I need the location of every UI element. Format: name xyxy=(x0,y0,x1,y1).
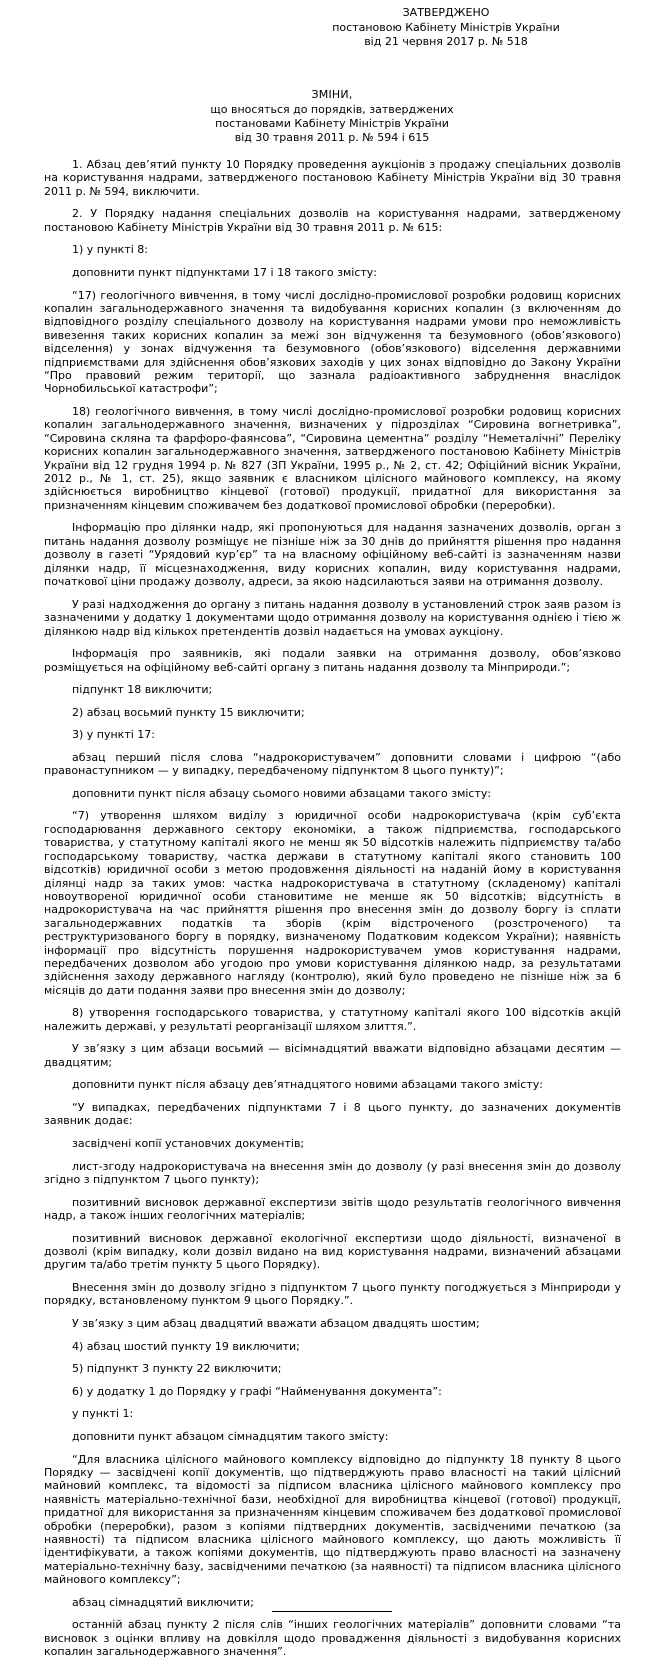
title-line-1: що вносяться до порядків, затверджених xyxy=(210,103,454,116)
paragraph: “17) геологічного вивчення, в тому числі дослідно-промислової розробки родовищ корисних копалин загальнодержавного значення та видобування корисних копалин (з включенням до відповідного розділу спеціального дозволу на користування надрами умови про неможливість вивезення таких корисних копалин за межі зон відчуження та безумовного (обов’язкового) відселення) у зонах відчуження та безумовного (обов’язкового) відселення державними підприємствами для здійснення обов’язкових заходів у цих зонах відповідно до Закону України “Про правовий режим території, що зазнала радіоактивного забруднення внаслідок Чорнобильської катастрофи”; xyxy=(44,288,621,396)
title-line-2: постановами Кабінету Міністрів України xyxy=(215,117,449,130)
paragraph: позитивний висновок державної екологічної експертизи щодо діяльності, визначеної в дозволі (крім випадку, коли дозвіл видано на вид користування надрами, визначений абзацами другим та/або третім пункту 5 цього Порядку). xyxy=(44,1231,621,1272)
paragraph: абзац перший після слова “надрокористувачем” доповнити словами і цифрою “(або правонаступником — у випадку, передбаченому підпунктом 8 цього пункту)”; xyxy=(44,750,621,778)
paragraph: У зв’язку з цим абзац двадцятий вважати абзацом двадцять шостим; xyxy=(72,1316,480,1330)
paragraph: 5) підпункт 3 пункту 22 виключити; xyxy=(72,1362,282,1376)
document-title xyxy=(0,88,664,145)
paragraph: позитивний висновок державної експертизи звітів щодо результатів геологічного вивчення надр, а також інших геологічних матеріалів; xyxy=(44,1195,621,1222)
title-line-3: від 30 травня 2011 р. № 594 і 615 xyxy=(234,131,430,144)
paragraph: У разі надходження до органу з питань надання дозволу в установлений строк заяв разом із зазначеними у додатку 1 документами щодо отримання дозволу на користування однією і тією ж ділянкою надр від кількох претендентів дозвіл надається на умовах аукціону. xyxy=(44,597,621,638)
paragraph: лист-згоду надрокористувача на внесення змін до дозволу (у разі внесення змін до дозволу згідно з підпунктом 7 цього пункту); xyxy=(44,1159,621,1186)
paragraph: доповнити пункт підпунктами 17 і 18 такого змісту: xyxy=(72,266,378,279)
paragraph: Інформацію про ділянки надр, які пропонуються для надання зазначених дозволів, орган з питань надання дозволу розміщує не пізніше ніж за 30 днів до прийняття рішення про надання дозволу в газеті “Урядовий кур’єр” та на власному офіційному веб-сайті із зазначенням назви ділянки надр, її місцезнаходження, виду корисних копалин, виду користування надрами, початкової ціни продажу дозволу, адреси, за якою надсилаються заяви на отримання дозволу. xyxy=(44,521,621,589)
document-body xyxy=(44,158,621,1668)
paragraph: 4) абзац шостий пункту 19 виключити; xyxy=(72,1339,300,1353)
paragraph: 6) у додатку 1 до Порядку у графі “Найменування документа”: xyxy=(72,1384,442,1398)
paragraph: засвідчені копії установчих документів; xyxy=(72,1136,305,1150)
paragraph: доповнити пункт після абзацу сьомого новими абзацами такого змісту: xyxy=(72,786,492,800)
paragraph: 3) у пункті 17: xyxy=(72,728,155,742)
paragraph: абзац сімнадцятий виключити; xyxy=(72,1595,254,1609)
paragraph: 2) абзац восьмий пункту 15 виключити; xyxy=(72,705,305,719)
paragraph: доповнити пункт після абзацу дев’ятнадцятого новими абзацами такого змісту: xyxy=(72,1078,543,1092)
paragraph: 2. У Порядку надання спеціальних дозволів на користування надрами, затвердженому постановою Кабінету Міністрів України від 30 травня 2011 р. № 615: xyxy=(44,207,621,234)
approval-label: ЗАТВЕРДЖЕНО xyxy=(402,6,490,19)
paragraph: 1. Абзац дев’ятий пункту 10 Порядку проведення аукціонів з продажу спеціальних дозволів на користування надрами, затвердженого постановою Кабінету Міністрів України від 30 травня 2011 р. № 594, виключити. xyxy=(44,158,621,198)
paragraph: “7) утворення шляхом виділу з юридичної особи надрокористувача (крім суб’єкта господарювання державного сектору економіки, а також підприємства, господарського товариства, у статутному капіталі якого не менш як 50 відсотків належить підприємству та/або господарському товариству, частка держави в статутному капіталі якого становить 100 відсотків) юридичної особи з метою продовження діяльності на наданій йому в користування ділянці надр за таких умов: частка надрокористувача в статутному (складеному) капіталі новоутвореної юридичної особи становитиме не менше як 50 відсотків; відсутність в надрокористувача на час прийняття рішення про внесення змін до дозволу боргу із сплати загальнодержавних податків та зборів (крім відстроченого (розстроченого) та реструктуризованого боргу в порядку, визначеному Податковим кодексом України); наявність інформації про відсутність порушення надрокористувачем умов користування надрами, передбачених дозволом або угодою про умови користування ділянкою надр, за результатами здійснення заходу державного нагляду (контролю), який було проведено не пізніше ніж за 6 місяців до дати подання заяви про внесення змін до дозволу; xyxy=(44,809,621,997)
paragraph: “У випадках, передбачених підпунктами 7 і 8 цього пункту, до зазначених документів заявник додає: xyxy=(44,1100,621,1128)
paragraph: останній абзац пункту 2 після слів “інших геологічних матеріалів” доповнити словами “та висновок з оцінки впливу на довкілля щодо провадження діяльності з видобування корисних копалин загальнодержавного значення”. xyxy=(44,1618,621,1659)
paragraph: Інформація про заявників, які подали заявки на отримання дозволу, обов’язково розміщується на офіційному веб-сайті органу з питань надання дозволу та Мінприроди.”; xyxy=(44,647,621,674)
paragraph: 1) у пункті 8: xyxy=(72,243,148,257)
paragraph: Внесення змін до дозволу згідно з підпунктом 7 цього пункту погоджується з Мінприроди у порядку, встановленому пунктом 9 цього Порядку.”. xyxy=(44,1280,621,1308)
approval-date: від 21 червня 2017 р. № 518 xyxy=(364,35,528,48)
paragraph: У зв’язку з цим абзаци восьмий — вісімнадцятий вважати відповідно абзацами десятим — двадцятим; xyxy=(44,1042,621,1069)
title-heading: ЗМІНИ, xyxy=(311,88,353,101)
closing-rule xyxy=(272,1611,392,1612)
approval-authority: постановою Кабінету Міністрів України xyxy=(332,20,560,34)
paragraph: підпункт 18 виключити; xyxy=(72,683,213,697)
paragraph: “Для власника цілісного майнового комплексу відповідно до підпункту 18 пункту 8 цього Порядку — засвідчені копії документів, що підтверджують право власності на такий цілісний майновий комплекс, та відомості за підписом власника цілісного майнового комплексу про наявність матеріально-технічної бази, необхідної для виробництва кінцевої (готової) продукції, придатної для використання за призначенням кінцевим споживачем без додаткової промислової обробки (переробки), разом з копіями підтвердних документів, засвідченими печаткою (за наявності) та підписом власника цілісного майнового комплексу, що дають можливість її ідентифікувати, а також копіями документів, що підтверджують право власності на зазначену матеріально-технічну базу, засвідченими печаткою (за наявності) та підписом власника цілісного майнового комплексу”; xyxy=(44,1452,621,1587)
paragraph: у пункті 1: xyxy=(72,1407,134,1421)
paragraph: 8) утворення господарського товариства, у статутному капіталі якого 100 відсотків акцій належить державі, у результаті реорганізації шляхом злиття.”. xyxy=(44,1006,621,1033)
paragraph: 18) геологічного вивчення, в тому числі дослідно-промислової розробки родовищ корисних копалин загальнодержавного значення, визначених у підрозділах “Сировина вогнетривка”, “Сировина скляна та фарфоро-фаянсова”, “Сировина цементна” розділу “Неметалічні” Переліку корисних копалин загальнодержавного значення, затвердженого постановою Кабінету Міністрів України від 12 грудня 1994 р. № 827 (ЗП України, 1995 р., № 2, ст. 42; Офіційний вісник України, 2012 р., № 1, ст. 25), якщо заявник є власником цілісного майнового комплексу, на якому здійснюється виробництво кінцевої (готової) продукції, придатної для використання за призначенням кінцевим споживачем без додаткової промислової обробки (переробки). xyxy=(44,405,621,512)
paragraph: доповнити пункт абзацом сімнадцятим такого змісту: xyxy=(72,1429,389,1443)
approval-stamp xyxy=(331,6,561,50)
